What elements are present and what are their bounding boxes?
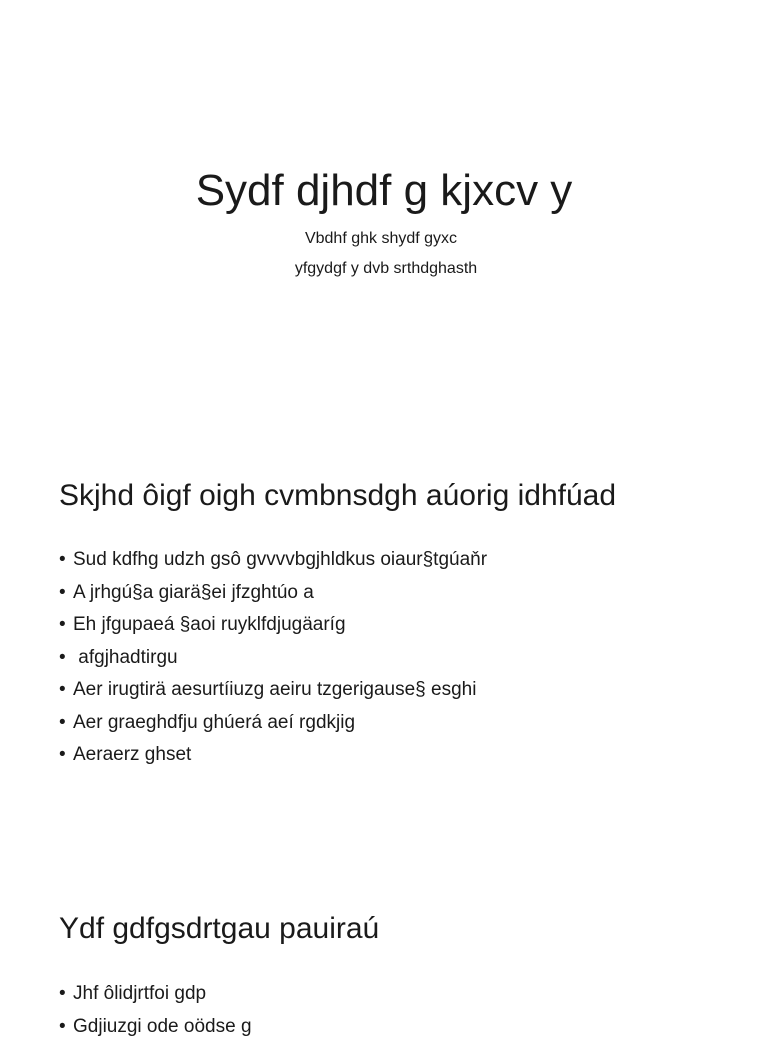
content-slide-2	[0, 864, 768, 1024]
slide-heading: Skjhd ôigf oigh cvmbnsdgh aúorig idhfúad	[59, 478, 616, 514]
bullet-item: • Gdjiuzgi ode oödse g	[59, 1011, 252, 1043]
subtitle-line-2: yfgydgf y dvb srthdghasth	[2, 259, 770, 279]
bullet-item: • Jhf ôlidjrtfoi gdp	[59, 978, 252, 1011]
subtitle-line-1: Vbdhf ghk shydf gyxc	[0, 229, 765, 249]
bullet-item: • Eh jfgupaeá §aoi ruyklfdjugäaríg	[59, 609, 487, 642]
bullet-item: • afgjhadtirgu	[59, 642, 487, 675]
bullet-item: • Aer graeghdfju ghúerá aeí rgdkjig	[59, 707, 487, 740]
bullet-item: • A jrhgú§a giarä§ei jfzghtúo a	[59, 577, 487, 610]
slide-heading: Ydf gdfgsdrtgau pauiraú	[59, 911, 379, 947]
bullet-item: • Aer irugtirä aesurtíiuzg aeiru tzgerigause§ esghi	[59, 674, 487, 707]
content-slide-1	[0, 432, 768, 864]
bullet-list	[59, 544, 487, 772]
bullet-item: • Sud kdfhg udzh gsô gvvvvbgjhldkus oiaur§tgúaňr	[59, 544, 487, 577]
title-slide	[0, 0, 768, 432]
main-title: Sydf djhdf g kjxcv y	[0, 164, 768, 218]
bullet-item: • Aeraerz ghset	[59, 739, 487, 772]
bullet-list	[59, 978, 252, 1043]
